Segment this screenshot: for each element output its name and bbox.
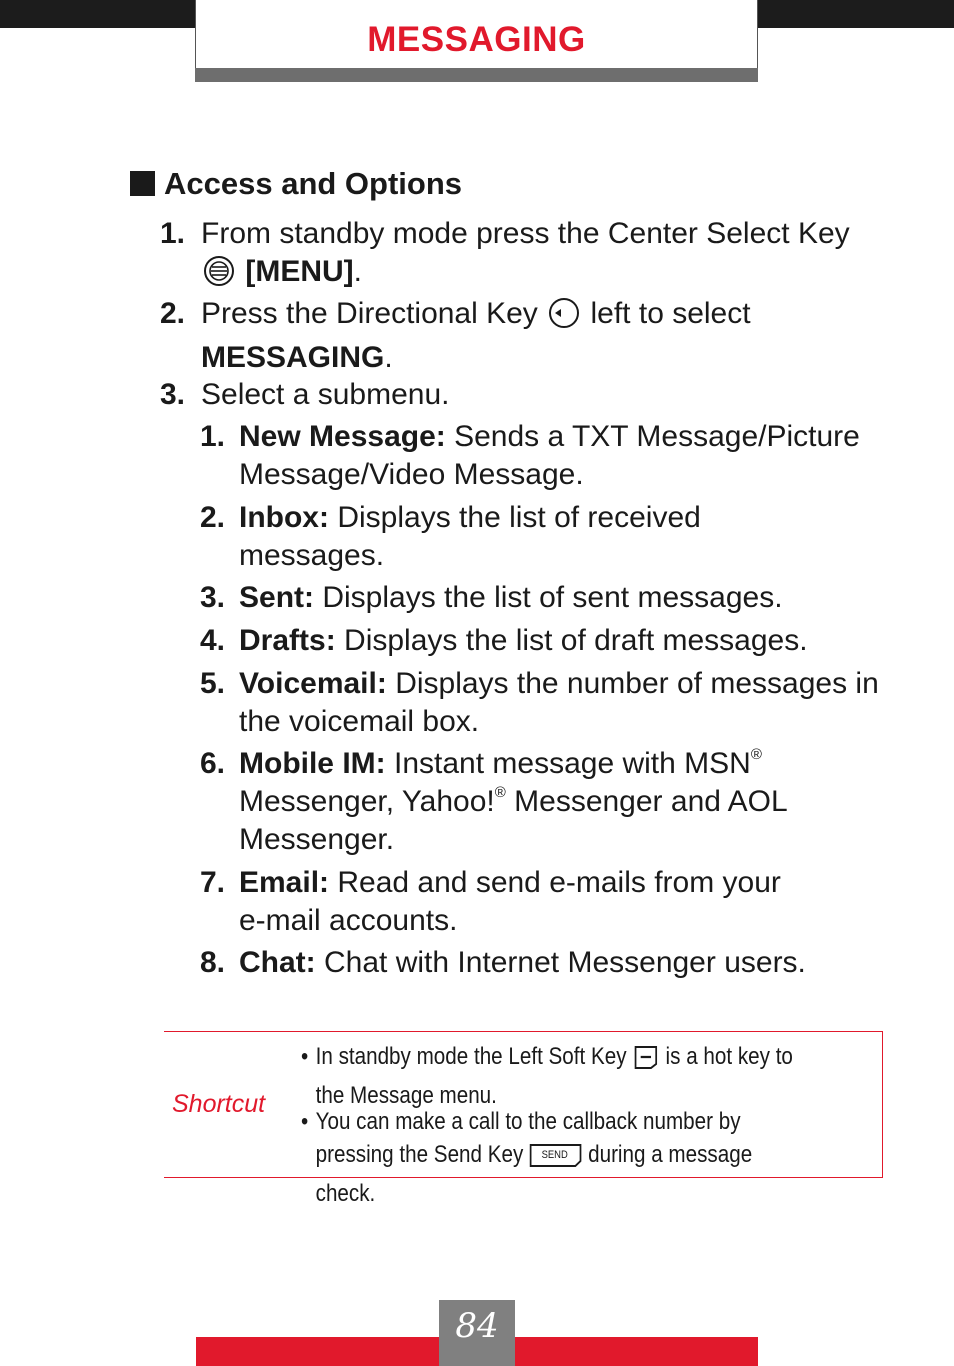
submenu-number: 6. <box>200 747 226 780</box>
step-text: Press the Directional Key <box>201 297 538 330</box>
messaging-label: MESSAGING <box>201 341 385 374</box>
submenu-desc: Displays the list of draft messages. <box>344 624 808 657</box>
submenu-desc: Instant message with MSN <box>394 747 751 780</box>
submenu-number: 3. <box>200 581 226 614</box>
step-number: 3. <box>160 378 186 411</box>
page-title: MESSAGING <box>367 20 586 59</box>
square-bullet-icon <box>130 171 155 196</box>
header-bar-right <box>757 0 954 28</box>
header-tab <box>195 0 758 68</box>
left-soft-key-icon <box>632 1044 660 1079</box>
header-bar-left <box>0 0 196 28</box>
tip-text: the Message menu. <box>315 1082 497 1109</box>
menu-key-label: [MENU] <box>245 255 354 288</box>
shortcut-box <box>164 1031 883 1207</box>
tip-text: during a message check. <box>315 1141 753 1207</box>
bullet: • <box>301 1043 309 1070</box>
submenu-desc: Displays the list of sent messages. <box>322 581 783 614</box>
page-number: 84 <box>455 1306 499 1346</box>
submenu-desc: Chat with Internet Messenger users. <box>324 946 806 979</box>
submenu-label: Voicemail: <box>239 667 387 700</box>
registered-mark: ® <box>494 784 506 801</box>
submenu-desc: Sends a TXT Message/Picture Message/Video Message. <box>239 420 860 491</box>
submenu-number: 8. <box>200 946 226 979</box>
tip-text: is a hot key to <box>665 1043 793 1070</box>
submenu-number: 1. <box>200 420 226 453</box>
page-number-tab <box>439 1300 515 1366</box>
submenu-number: 4. <box>200 624 226 657</box>
step-number: 1. <box>160 217 186 250</box>
submenu-desc: Displays the list of received messages. <box>239 501 701 572</box>
submenu-desc: Read and send e-mails from your <box>337 866 781 899</box>
step-tail: . <box>384 341 393 374</box>
tip-text: pressing the Send Key <box>315 1141 524 1168</box>
section-heading <box>130 166 462 202</box>
bullet: • <box>301 1108 309 1135</box>
registered-mark: ® <box>750 746 762 763</box>
submenu-label: Mobile IM: <box>239 747 386 780</box>
submenu-label: Inbox: <box>239 501 329 534</box>
submenu-desc: Displays the number of messages in the voicemail box. <box>239 667 879 738</box>
submenu-desc: e-mail accounts. <box>239 904 458 937</box>
submenu-label: Drafts: <box>239 624 336 657</box>
submenu-label: Sent: <box>239 581 314 614</box>
submenu-desc: Messenger, Yahoo! <box>239 785 495 818</box>
step-text: Select a submenu. <box>201 378 450 411</box>
section-heading-text: Access and Options <box>164 166 463 201</box>
center-select-key-icon <box>201 255 237 297</box>
submenu-label: Chat: <box>239 946 316 979</box>
step-text: From standby mode press the Center Select Key <box>201 217 850 250</box>
send-key-icon <box>529 1142 582 1177</box>
step-text-after: left to select <box>590 297 751 330</box>
step-tail: . <box>353 255 362 288</box>
directional-key-left-icon <box>546 297 582 339</box>
send-key-label: SEND <box>541 1149 568 1162</box>
submenu-label: Email: <box>239 866 330 899</box>
shortcut-label: Shortcut <box>172 1090 266 1118</box>
tip-text: In standby mode the Left Soft Key <box>315 1043 627 1070</box>
submenu-number: 7. <box>200 866 226 899</box>
header-underbar <box>195 68 758 82</box>
submenu-label: New Message: <box>239 420 446 453</box>
tip-text: You can make a call to the callback number by <box>315 1108 741 1135</box>
submenu-number: 5. <box>200 667 226 700</box>
submenu-number: 2. <box>200 501 226 534</box>
step-number: 2. <box>160 297 186 330</box>
submenu-desc: Messenger and AOL Messenger. <box>239 785 787 856</box>
